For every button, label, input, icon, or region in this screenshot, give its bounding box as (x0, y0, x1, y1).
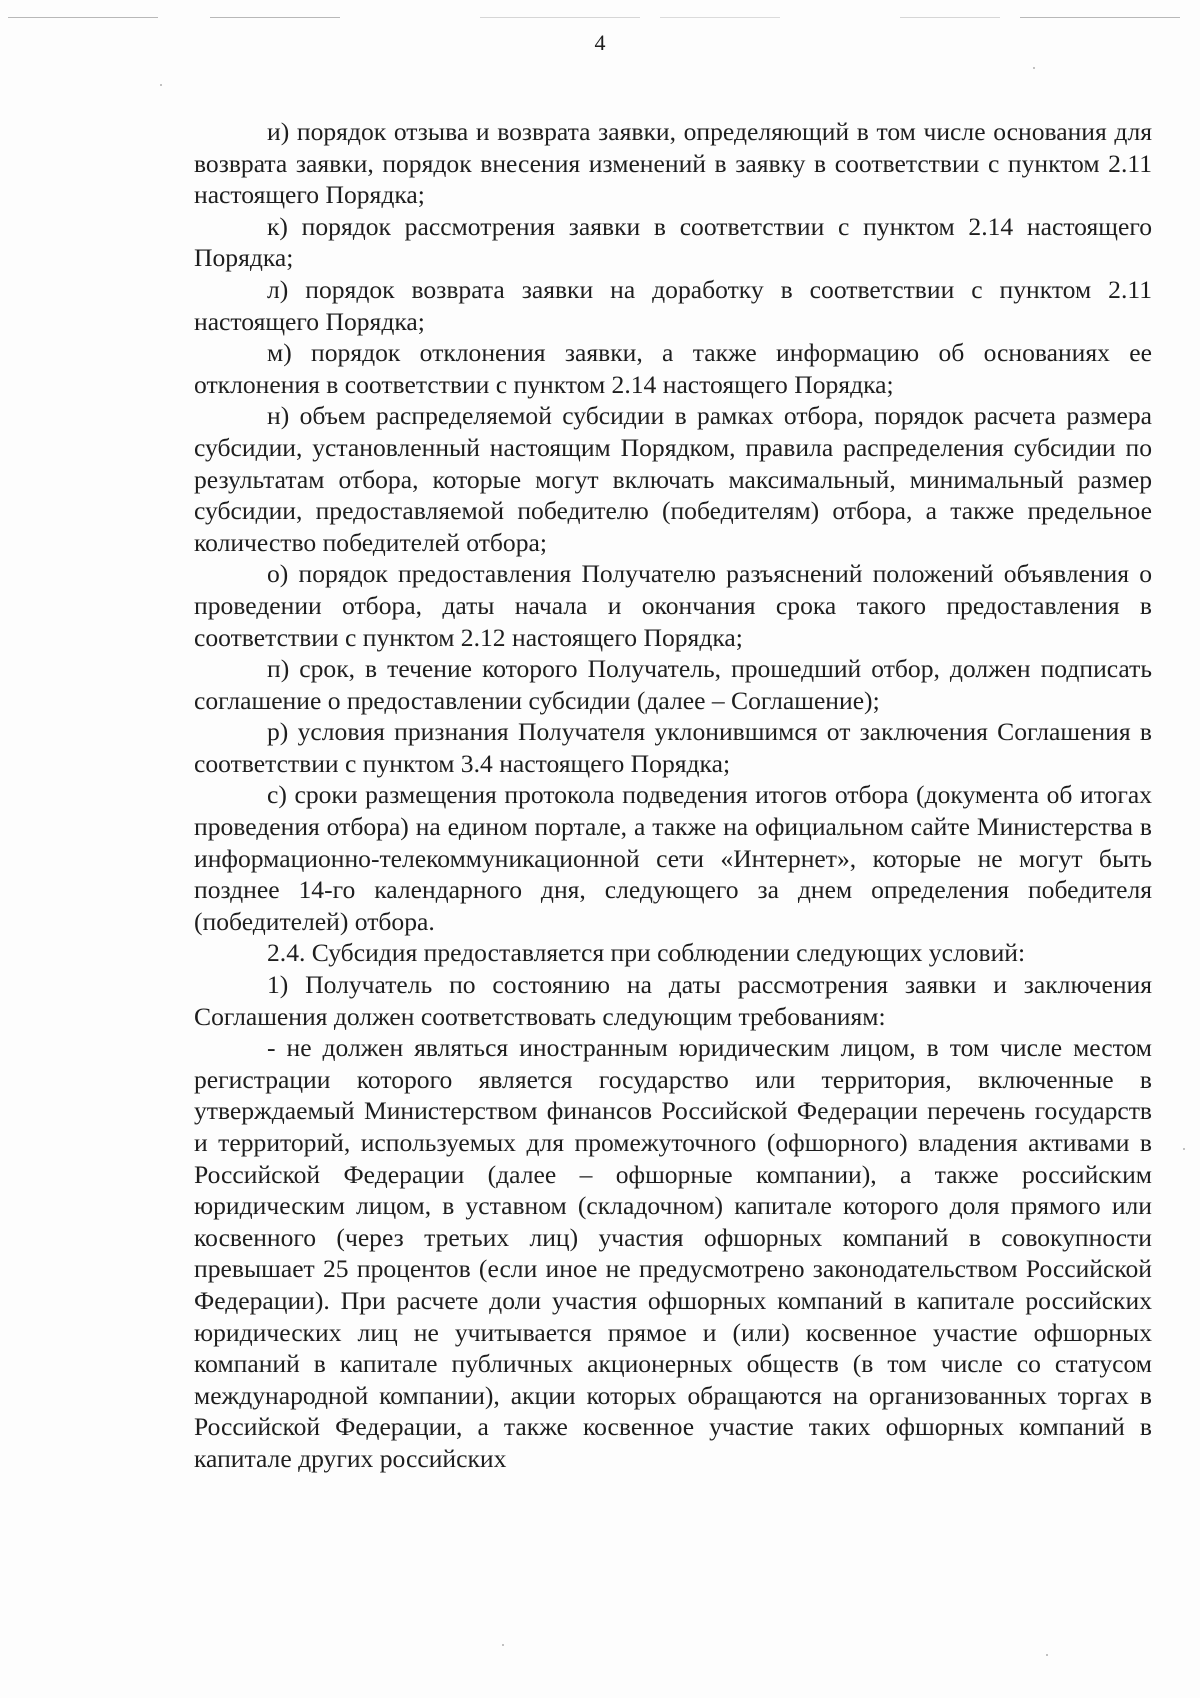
paragraph-item-s: с) сроки размещения протокола подведения итогов отбора (документа об итогах проведения отбора) на едином портале, а также на официальном сайте Министерства в информационно-телекоммуникационной сети «Интернет», которые не могут быть позднее 14-го календарного дня, следующего за днем определения победителя (победителей) отбора. (194, 780, 1152, 936)
document-body (194, 116, 1152, 1475)
scan-speck (1183, 1148, 1185, 1150)
paragraph-condition-1: 1) Получатель по состоянию на даты рассмотрения заявки и заключения Соглашения должен соответствовать следующим требованиям: (194, 970, 1152, 1031)
scan-speck (160, 84, 162, 86)
scan-speck (502, 1644, 504, 1646)
paragraph-item-p: п) срок, в течение которого Получатель, прошедший отбор, должен подписать соглашение о предоставлении субсидии (далее – Соглашение); (194, 654, 1152, 715)
paragraph-item-r: р) условия признания Получателя уклонившимся от заключения Соглашения в соответствии с пунктом 3.4 настоящего Порядка; (194, 717, 1152, 778)
scan-speck (1046, 1654, 1048, 1656)
paragraph-item-k: к) порядок рассмотрения заявки в соответствии с пунктом 2.14 настоящего Порядка; (194, 211, 1152, 273)
paragraph-item-m: м) порядок отклонения заявки, а также информацию об основаниях ее отклонения в соответствии с пунктом 2.14 настоящего Порядка; (194, 338, 1152, 399)
page-number: 4 (594, 30, 606, 55)
paragraph-item-l: л) порядок возврата заявки на доработку в соответствии с пунктом 2.11 настоящего Порядка; (194, 274, 1152, 336)
scan-speck (1033, 67, 1035, 69)
paragraph-item-i: и) порядок отзыва и возврата заявки, определяющий в том числе основания для возврата заявки, порядок внесения изменений в заявку в соответствии с пунктом 2.11 настоящего Порядка; (194, 117, 1152, 210)
paragraph-item-n: н) объем распределяемой субсидии в рамках отбора, порядок расчета размера субсидии, установленный настоящим Порядком, правила распределения субсидии по результатам отбора, которые могут включать максимальный, минимальный размер субсидии, предоставляемой победителю (победителям) отбора, а также предельное количество победителей отбора; (194, 401, 1152, 557)
scan-edge-artifact (0, 14, 1200, 22)
paragraph-requirement-offshore: - не должен являться иностранным юридическим лицом, в том числе местом регистрации которого является государство или территория, включенные в утверждаемый Министерством финансов Российской Федерации перечень государств и территорий, используемых для промежуточного (офшорного) владения активами в Российской Федерации (далее – офшорные компании), а также российским юридическим лицом, в уставном (складочном) капитале которого доля прямого или косвенного (через третьих лиц) участия офшорных компаний в совокупности превышает 25 процентов (если иное не предусмотрено законодательством Российской Федерации). При расчете доли участия офшорных компаний в капитале российских юридических лиц не учитывается прямое и (или) косвенное участие офшорных компаний в капитале публичных акционерных обществ (в том числе со статусом международной компании), акции которых обращаются на организованных торгах в Российской Федерации, а также косвенное участие таких офшорных компаний в капитале других российских (194, 1033, 1152, 1473)
paragraph-item-o: о) порядок предоставления Получателю разъяснений положений объявления о проведении отбора, даты начала и окончания срока такого предоставления в соответствии с пунктом 2.12 настоящего Порядка; (194, 559, 1152, 652)
paragraph-section-2-4: 2.4. Субсидия предоставляется при соблюдении следующих условий: (267, 938, 1026, 968)
